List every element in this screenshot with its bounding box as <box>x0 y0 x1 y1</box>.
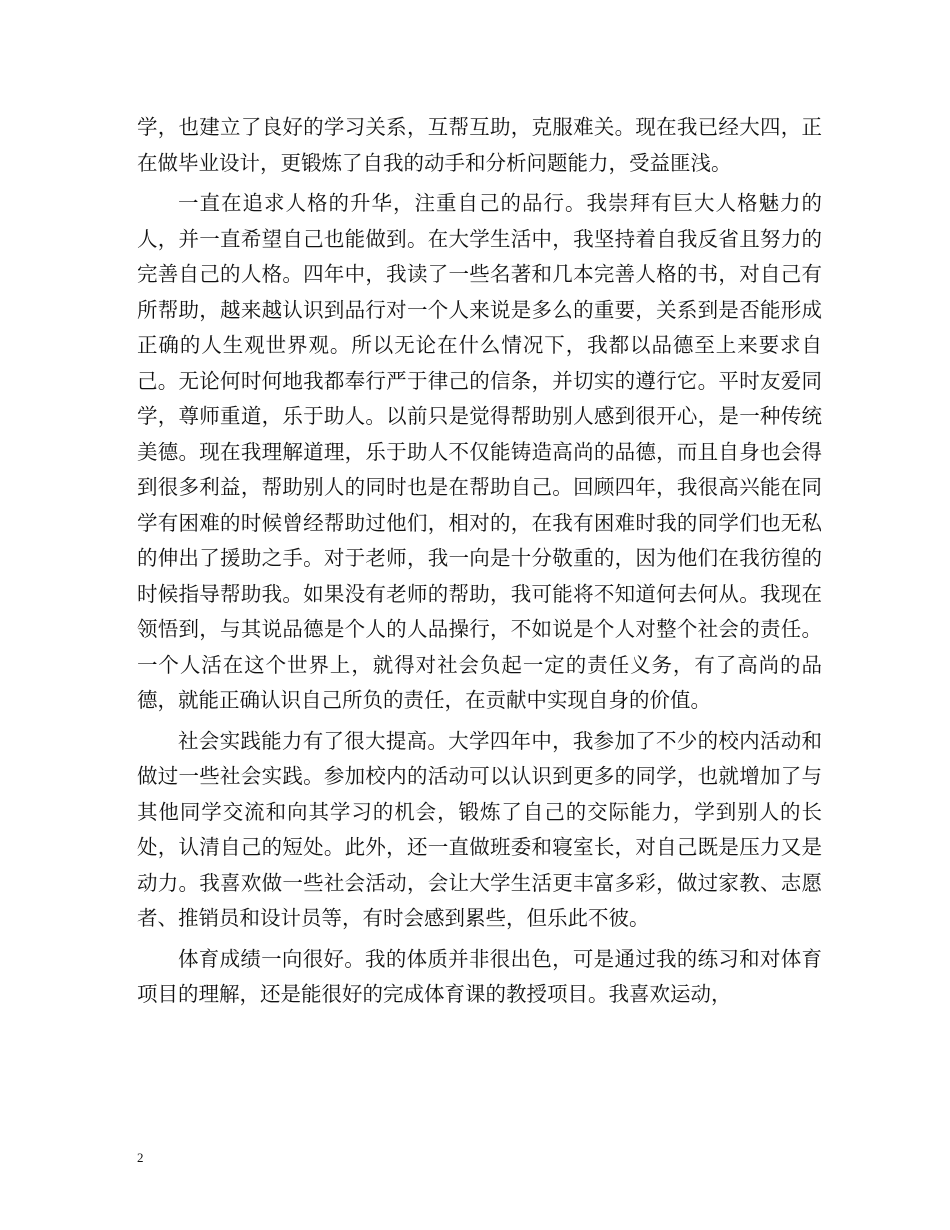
paragraph-2: 一直在追求人格的升华，注重自己的品行。我崇拜有巨大人格魅力的人，并一直希望自己也能做到。在大学生活中，我坚持着自我反省且努力的完善自己的人格。四年中，我读了一些名著和几本完善人格的书，对自己有所帮助，越来越认识到品行对一个人来说是多么的重要，关系到是否能形成正确的人生观世界观。所以无论在什么情况下，我都以品德至上来要求自己。无论何时何地我都奉行严于律己的信条，并切实的遵行它。平时友爱同学，尊师重道，乐于助人。以前只是觉得帮助别人感到很开心，是一种传统美德。现在我理解道理，乐于助人不仅能铸造高尚的品德，而且自身也会得到很多利益，帮助别人的同时也是在帮助自己。回顾四年，我很高兴能在同学有困难的时候曾经帮助过他们，相对的，在我有困难时我的同学们也无私的伸出了援助之手。对于老师，我一向是十分敬重的，因为他们在我彷徨的时候指导帮助我。如果没有老师的帮助，我可能将不知道何去何从。我现在领悟到，与其说品德是个人的人品操行，不如说是个人对整个社会的责任。一个人活在这个世界上，就得对社会负起一定的责任义务，有了高尚的品德，就能正确认识自己所负的责任，在贡献中实现自身的价值。 <box>137 191 822 712</box>
paragraph-1: 学，也建立了良好的学习关系，互帮互助，克服难关。现在我已经大四，正在做毕业设计，更锻炼了自我的动手和分析问题能力，受益匪浅。 <box>137 115 822 175</box>
paragraph-4: 体育成绩一向很好。我的体质并非很出色，可是通过我的练习和对体育项目的理解，还是能很好的完成体育课的教授项目。我喜欢运动， <box>137 946 822 1006</box>
page-number: 2 <box>137 1150 144 1165</box>
body-text <box>137 110 822 1018</box>
paragraph-3: 社会实践能力有了很大提高。大学四年中，我参加了不少的校内活动和做过一些社会实践。参加校内的活动可以认识到更多的同学，也就增加了与其他同学交流和向其学习的机会，锻炼了自己的交际能力，学到别人的长处，认清自己的短处。此外，还一直做班委和寝室长，对自己既是压力又是动力。我喜欢做一些社会活动，会让大学生活更丰富多彩，做过家教、志愿者、推销员和设计员等，有时会感到累些，但乐此不彼。 <box>137 728 822 930</box>
